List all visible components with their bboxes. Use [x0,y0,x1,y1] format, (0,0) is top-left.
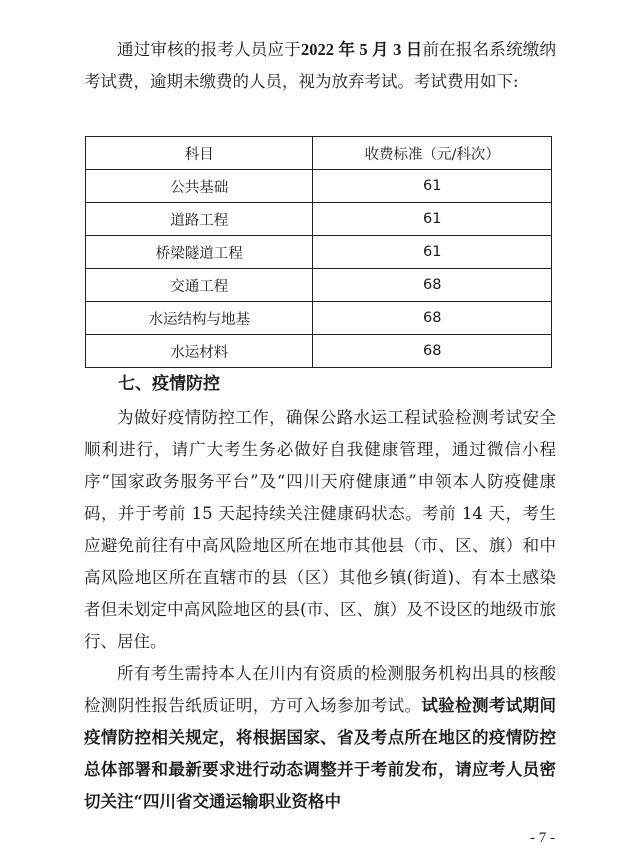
subject-cell: 道路工程 [86,203,313,236]
subject-cell: 水运结构与地基 [86,302,313,335]
fee-cell: 68 [313,302,552,335]
header-subject: 科目 [86,137,313,170]
intro-text-after-date: 前在报名系统缴纳考试费，逾期未缴费的人员，视为放弃考试。考试费用如下: [84,40,557,91]
dynamic-adjustment-notice-bold: 试验检测考试期间疫情防控相关规定，将根据国家、省及考点所在地区的疫情防控总体部署和最新要求进行动态调整并于考前发布，请应考人员密切关注“四川省交通运输职业资格中 [84,696,557,811]
section-heading-epidemic-prevention: 七、疫情防控 [118,374,220,394]
fee-intro-paragraph [84,34,556,98]
subject-cell: 公共基础 [86,170,313,203]
fee-cell: 61 [313,236,552,269]
fee-cell: 68 [313,269,552,302]
header-fee-standard: 收费标准（元/科次） [313,137,552,170]
fee-cell: 61 [313,170,552,203]
table-row [86,236,552,269]
nucleic-acid-requirement-text: 所有考生需持本人在川内有资质的检测服务机构出具的核酸检测阴性报告纸质证明，方可入场参加考试。 [84,664,556,715]
subject-cell: 水运材料 [86,335,313,368]
exam-fee-table [85,136,552,368]
subject-cell: 桥梁隧道工程 [86,236,313,269]
payment-deadline-date: 2022 年 5 月 3 日 [301,40,423,59]
fee-cell: 61 [313,203,552,236]
table-header-row [86,137,552,170]
nucleic-acid-test-paragraph [84,658,556,818]
table-row [86,170,552,203]
epidemic-prevention-paragraph: 为做好疫情防控工作，确保公路水运工程试验检测考试安全顺利进行，请广大考生务必做好自我健康管理，通过微信小程序“国家政务服务平台”及“四川天府健康通”申领本人防疫健康码，并于考前 15 天起持续关注健康码状态。考前 14 天，考生应避免前往有中高风险地区所在地市其他县（市、区、旗）和中高风险地区所在直辖市的县（区）其他乡镇(街道)、有本土感染者但未划定中高风险地区的县(市、区、旗）及不设区的地级市旅行、居住。 [84,408,556,651]
subject-cell: 交通工程 [86,269,313,302]
table-row [86,269,552,302]
table-row [86,335,552,368]
table-row [86,302,552,335]
table-row [86,203,552,236]
intro-text-before-date: 通过审核的报考人员应于 [117,40,301,59]
page-number: - 7 - [530,830,555,846]
fee-cell: 68 [313,335,552,368]
